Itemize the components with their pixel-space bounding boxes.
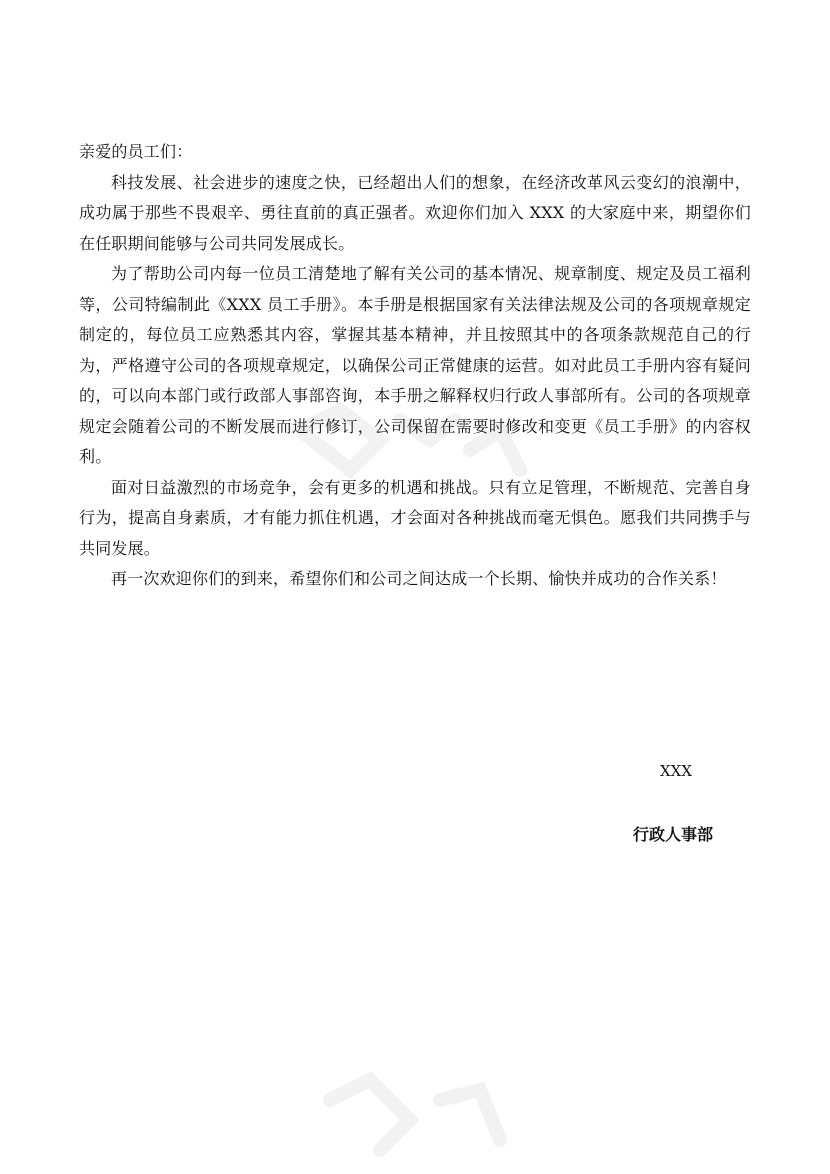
- letter-paragraph-3: 面对日益激烈的市场竞争，会有更多的机遇和挑战。只有立足管理，不断规范、完善自身行为，提高自身素质，才有能力抓住机遇，才会面对各种挑战而毫无惧色。愿我们共同携手与共同发展。: [79, 477, 751, 558]
- letter-paragraph-2: 为了帮助公司内每一位员工清楚地了解有关公司的基本情况、规章制度、规定及员工福利等，公司特编制此《XXX 员工手册》。本手册是根据国家有关法律法规及公司的各项规章规定制定的，每位员工应熟悉其内容，掌握其基本精神，并且按照其中的各项条款规范自己的行为，严格遵守公司的各项规章规定，以确保公司正常健康的运营。如对此员工手册内容有疑问的，可以向本部门或行政部人事部咨询，本手册之解释权归行政人事部所有。公司的各项规章规定会随着公司的不断发展而进行修订，公司保留在需要时修改和变更《员工手册》的内容权利。: [79, 264, 751, 466]
- signature-department: 行政人事部: [633, 825, 714, 844]
- letter-body: [79, 137, 751, 595]
- letter-greeting: 亲爱的员工们：: [79, 142, 193, 161]
- letter-paragraph-1: 科技发展、社会进步的速度之快，已经超出人们的想象，在经济改革风云变幻的浪潮中，成功属于那些不畏艰辛、勇往直前的真正强者。欢迎你们加入 XXX 的大家庭中来，期望你们在任职期间能够与公司共同发展成长。: [79, 172, 751, 253]
- signature-name: XXX: [660, 762, 693, 780]
- letter-paragraph-4: 再一次欢迎你们的到来，希望你们和公司之间达成一个长期、愉快并成功的合作关系！: [111, 569, 727, 588]
